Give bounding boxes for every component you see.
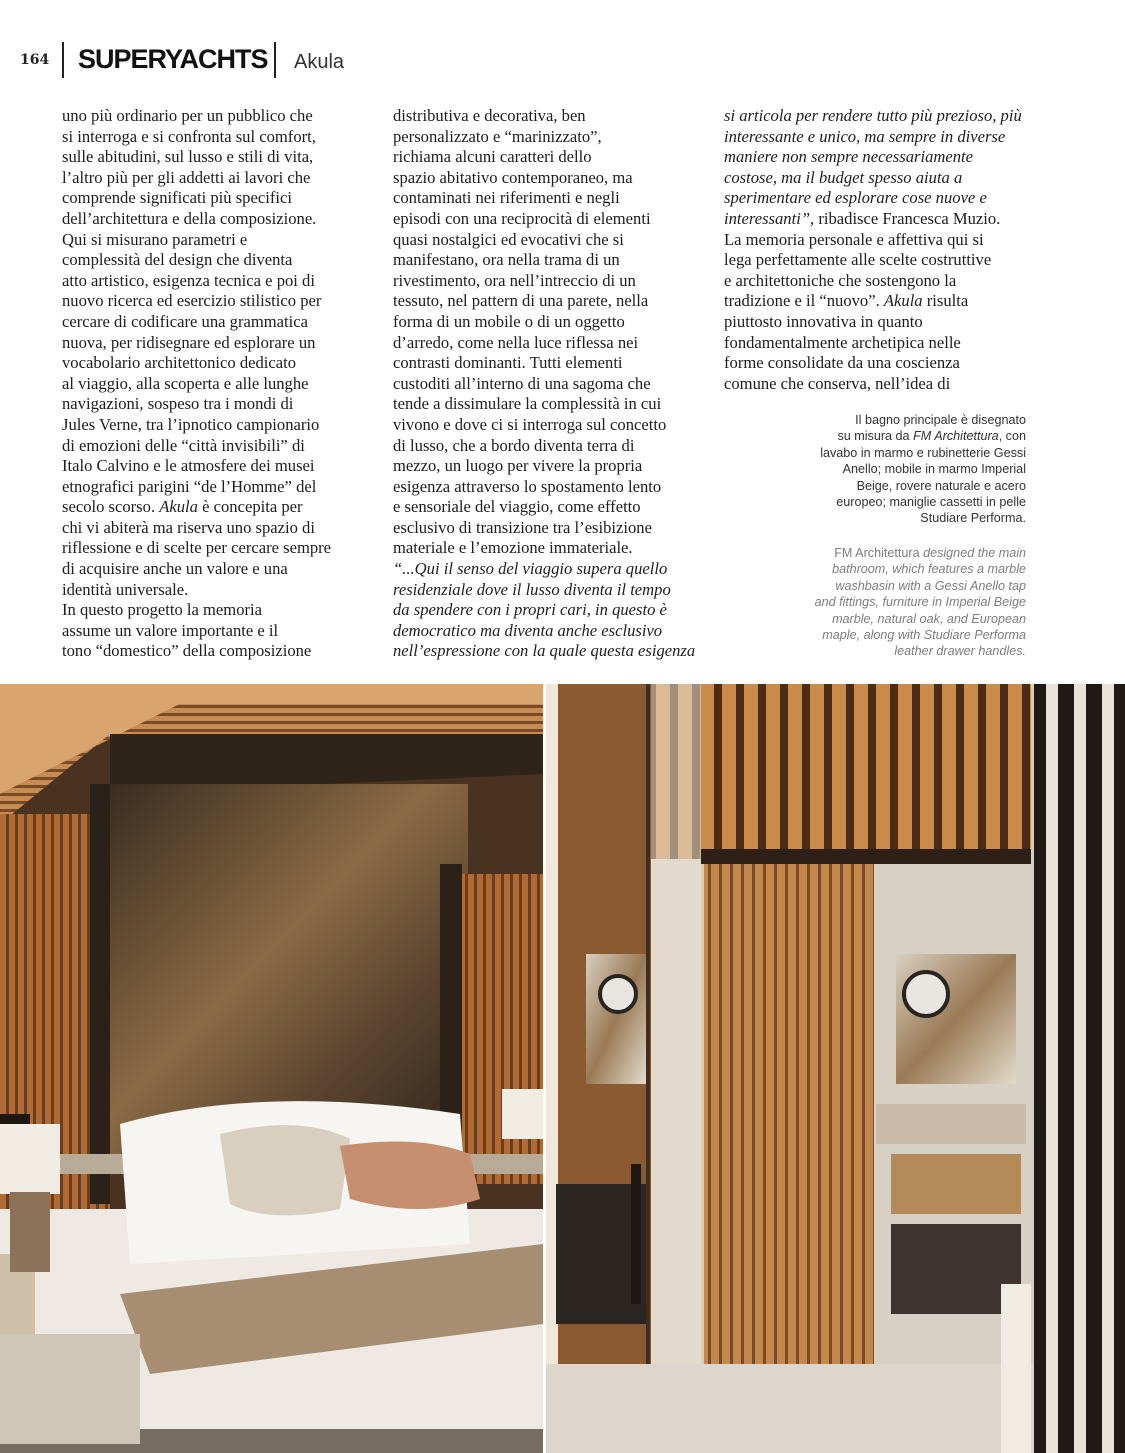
- article-name: Akula: [294, 51, 345, 73]
- text-line: di emozioni delle “città invisibili” di: [62, 435, 305, 455]
- text-line: vocabolario architettonico dedicato: [62, 353, 297, 373]
- text-line: manifestano, ora nella trama di un: [393, 250, 620, 270]
- text-line: si articola per rendere tutto più prezioso, più: [724, 106, 1022, 125]
- text-line: materiale e l’emozione immateriale.: [393, 538, 633, 558]
- text-line: comprende significati più specifici: [62, 188, 292, 208]
- text-line: residenziale dove il lusso diventa il tempo: [393, 579, 671, 599]
- text-line: chi vi abiterà ma riserva uno spazio di: [62, 517, 315, 537]
- text-line: comune che conserva, nell’idea di: [724, 373, 951, 393]
- text-line: personalizzato e “marinizzato”,: [393, 126, 602, 146]
- caption-line: su misura da FM Architettura, con: [837, 429, 1026, 444]
- text-line: di lusso, che a bordo diventa terra di: [393, 435, 635, 455]
- text-line: navigazioni, sospeso tra i mondi di: [62, 394, 294, 414]
- text-line: forme consolidate da una coscienza: [724, 353, 960, 373]
- text-line: atto artistico, esigenza tecnica e poi di: [62, 270, 315, 290]
- text-line: cercare di codificare una grammatica: [62, 311, 308, 331]
- text-line: richiama alcuni caratteri dello: [393, 147, 592, 167]
- text-line: vivono e dove ci si interroga sul concetto: [393, 414, 667, 434]
- caption-line: Beige, rovere naturale e acero: [856, 478, 1026, 493]
- text-line: costose, ma il budget spesso aiuta a: [724, 167, 963, 187]
- text-line: tradizione e il “nuovo”. Akula risulta: [724, 291, 969, 311]
- text-line: esclusivo di transizione tra l’esibizione: [393, 517, 652, 537]
- text-line: tende a dissimulare la complessità in cui: [393, 394, 662, 414]
- text-line: distributiva e decorativa, ben: [393, 106, 586, 125]
- text-line: si interroga e si confronta sul comfort,: [62, 126, 316, 146]
- text-line: dell’architettura e della composizione.: [62, 208, 317, 228]
- caption-line: Studiare Performa.: [920, 511, 1026, 526]
- text-line: complessità del design che diventa: [62, 250, 293, 270]
- text-line: sperimentare ed esplorare cose nuove e: [724, 188, 987, 208]
- bedroom-photo: [0, 684, 543, 1453]
- text-line: rivestimento, ora nell’intreccio di un: [393, 270, 636, 290]
- caption-line: marble, natural oak, and European: [832, 611, 1026, 626]
- text-line: sulle abitudini, sul lusso e stili di vita,: [62, 147, 314, 167]
- text-column-2: [393, 106, 695, 662]
- text-line: forma di un mobile o di un oggetto: [393, 311, 625, 331]
- text-line: etnografici parigini “de l’Homme” del: [62, 476, 317, 496]
- text-line: uno più ordinario per un pubblico che: [62, 106, 313, 125]
- text-line: democratico ma diventa anche esclusivo: [393, 620, 663, 640]
- text-line: tono “domestico” della composizione: [62, 641, 312, 661]
- text-line: e sensoriale del viaggio, come effetto: [393, 497, 641, 517]
- caption-line: lavabo in marmo e rubinetterie Gessi: [820, 445, 1026, 460]
- caption-line: europeo; maniglie cassetti in pelle: [836, 495, 1026, 510]
- text-line: custoditi all’interno di una sagoma che: [393, 373, 651, 393]
- caption-line: washbasin with a Gessi Anello tap: [835, 578, 1026, 593]
- text-line: nuovo ricerca ed esercizio stilistico per: [62, 291, 322, 311]
- caption-english: [780, 545, 1026, 660]
- text-line: spazio abitativo contemporaneo, ma: [393, 167, 633, 187]
- text-line: interessante e unico, ma sempre in diverse: [724, 126, 1006, 146]
- bathroom-photo: [546, 684, 1125, 1453]
- text-line: di acquisire anche un valore e una: [62, 559, 288, 579]
- text-line: lega perfettamente alle scelte costruttive: [724, 250, 992, 270]
- text-line: fondamentalmente archetipica nelle: [724, 332, 961, 352]
- text-line: episodi con una reciprocità di elementi: [393, 208, 651, 228]
- text-line: e architettoniche che sostengono la: [724, 270, 957, 290]
- caption-line: bathroom, which features a marble: [832, 562, 1026, 577]
- text-line: d’arredo, come nella luce riflessa nei: [393, 332, 639, 352]
- text-line: riflessione e di scelte per cercare sempre: [62, 538, 332, 558]
- text-column-1: [62, 106, 331, 662]
- text-line: interessanti”, ribadisce Francesca Muzio.: [724, 208, 1001, 228]
- text-line: mezzo, un luogo per vivere la propria: [393, 456, 643, 476]
- text-line: piuttosto innovativa in quanto: [724, 311, 923, 331]
- text-line: contrasti dominanti. Tutti elementi: [393, 353, 623, 373]
- caption-line: leather drawer handles.: [894, 644, 1026, 659]
- caption-line: Anello; mobile in marmo Imperial: [842, 462, 1026, 477]
- text-line: al viaggio, alla scoperta e alle lunghe: [62, 373, 309, 393]
- caption-line: FM Architettura designed the main: [834, 546, 1026, 560]
- text-line: quasi nostalgici ed evocativi che si: [393, 229, 624, 249]
- text-line: nuova, per ridisegnare ed esplorare un: [62, 332, 316, 352]
- caption-line: maple, along with Studiare Performa: [822, 628, 1026, 643]
- text-line: Qui si misurano parametri e: [62, 229, 248, 249]
- text-line: esigenza attraverso lo spostamento lento: [393, 476, 662, 496]
- text-line: assume un valore importante e il: [62, 620, 279, 640]
- caption-line: Il bagno principale è disegnato: [855, 413, 1026, 427]
- text-line: Jules Verne, tra l’ipnotico campionario: [62, 414, 320, 434]
- text-line: identità universale.: [62, 579, 189, 599]
- text-line: “...Qui il senso del viaggio supera quello: [393, 559, 668, 579]
- text-line: In questo progetto la memoria: [62, 600, 262, 620]
- page-number: 164: [20, 52, 50, 68]
- page-header: [0, 0, 1125, 100]
- text-line: tessuto, nel pattern di una parete, nella: [393, 291, 649, 311]
- text-line: nell’espressione con la quale questa esigenza: [393, 641, 696, 661]
- text-column-3: [724, 106, 1022, 394]
- text-line: contaminati nei riferimenti e negli: [393, 188, 620, 208]
- caption-italian: [780, 412, 1026, 527]
- magazine-section-title: SUPERYACHTS: [78, 44, 268, 74]
- header-divider: [62, 42, 64, 78]
- caption-line: and fittings, furniture in Imperial Beige: [814, 595, 1026, 610]
- text-line: l’altro più per gli addetti ai lavori che: [62, 167, 311, 187]
- text-line: Italo Calvino e le atmosfere dei musei: [62, 456, 315, 476]
- header-divider: [274, 42, 276, 78]
- text-line: maniere non sempre necessariamente: [724, 147, 973, 167]
- text-line: secolo scorso. Akula è concepita per: [62, 497, 303, 517]
- text-line: da spendere con i propri cari, in questo è: [393, 600, 667, 620]
- text-line: La memoria personale e affettiva qui si: [724, 229, 984, 249]
